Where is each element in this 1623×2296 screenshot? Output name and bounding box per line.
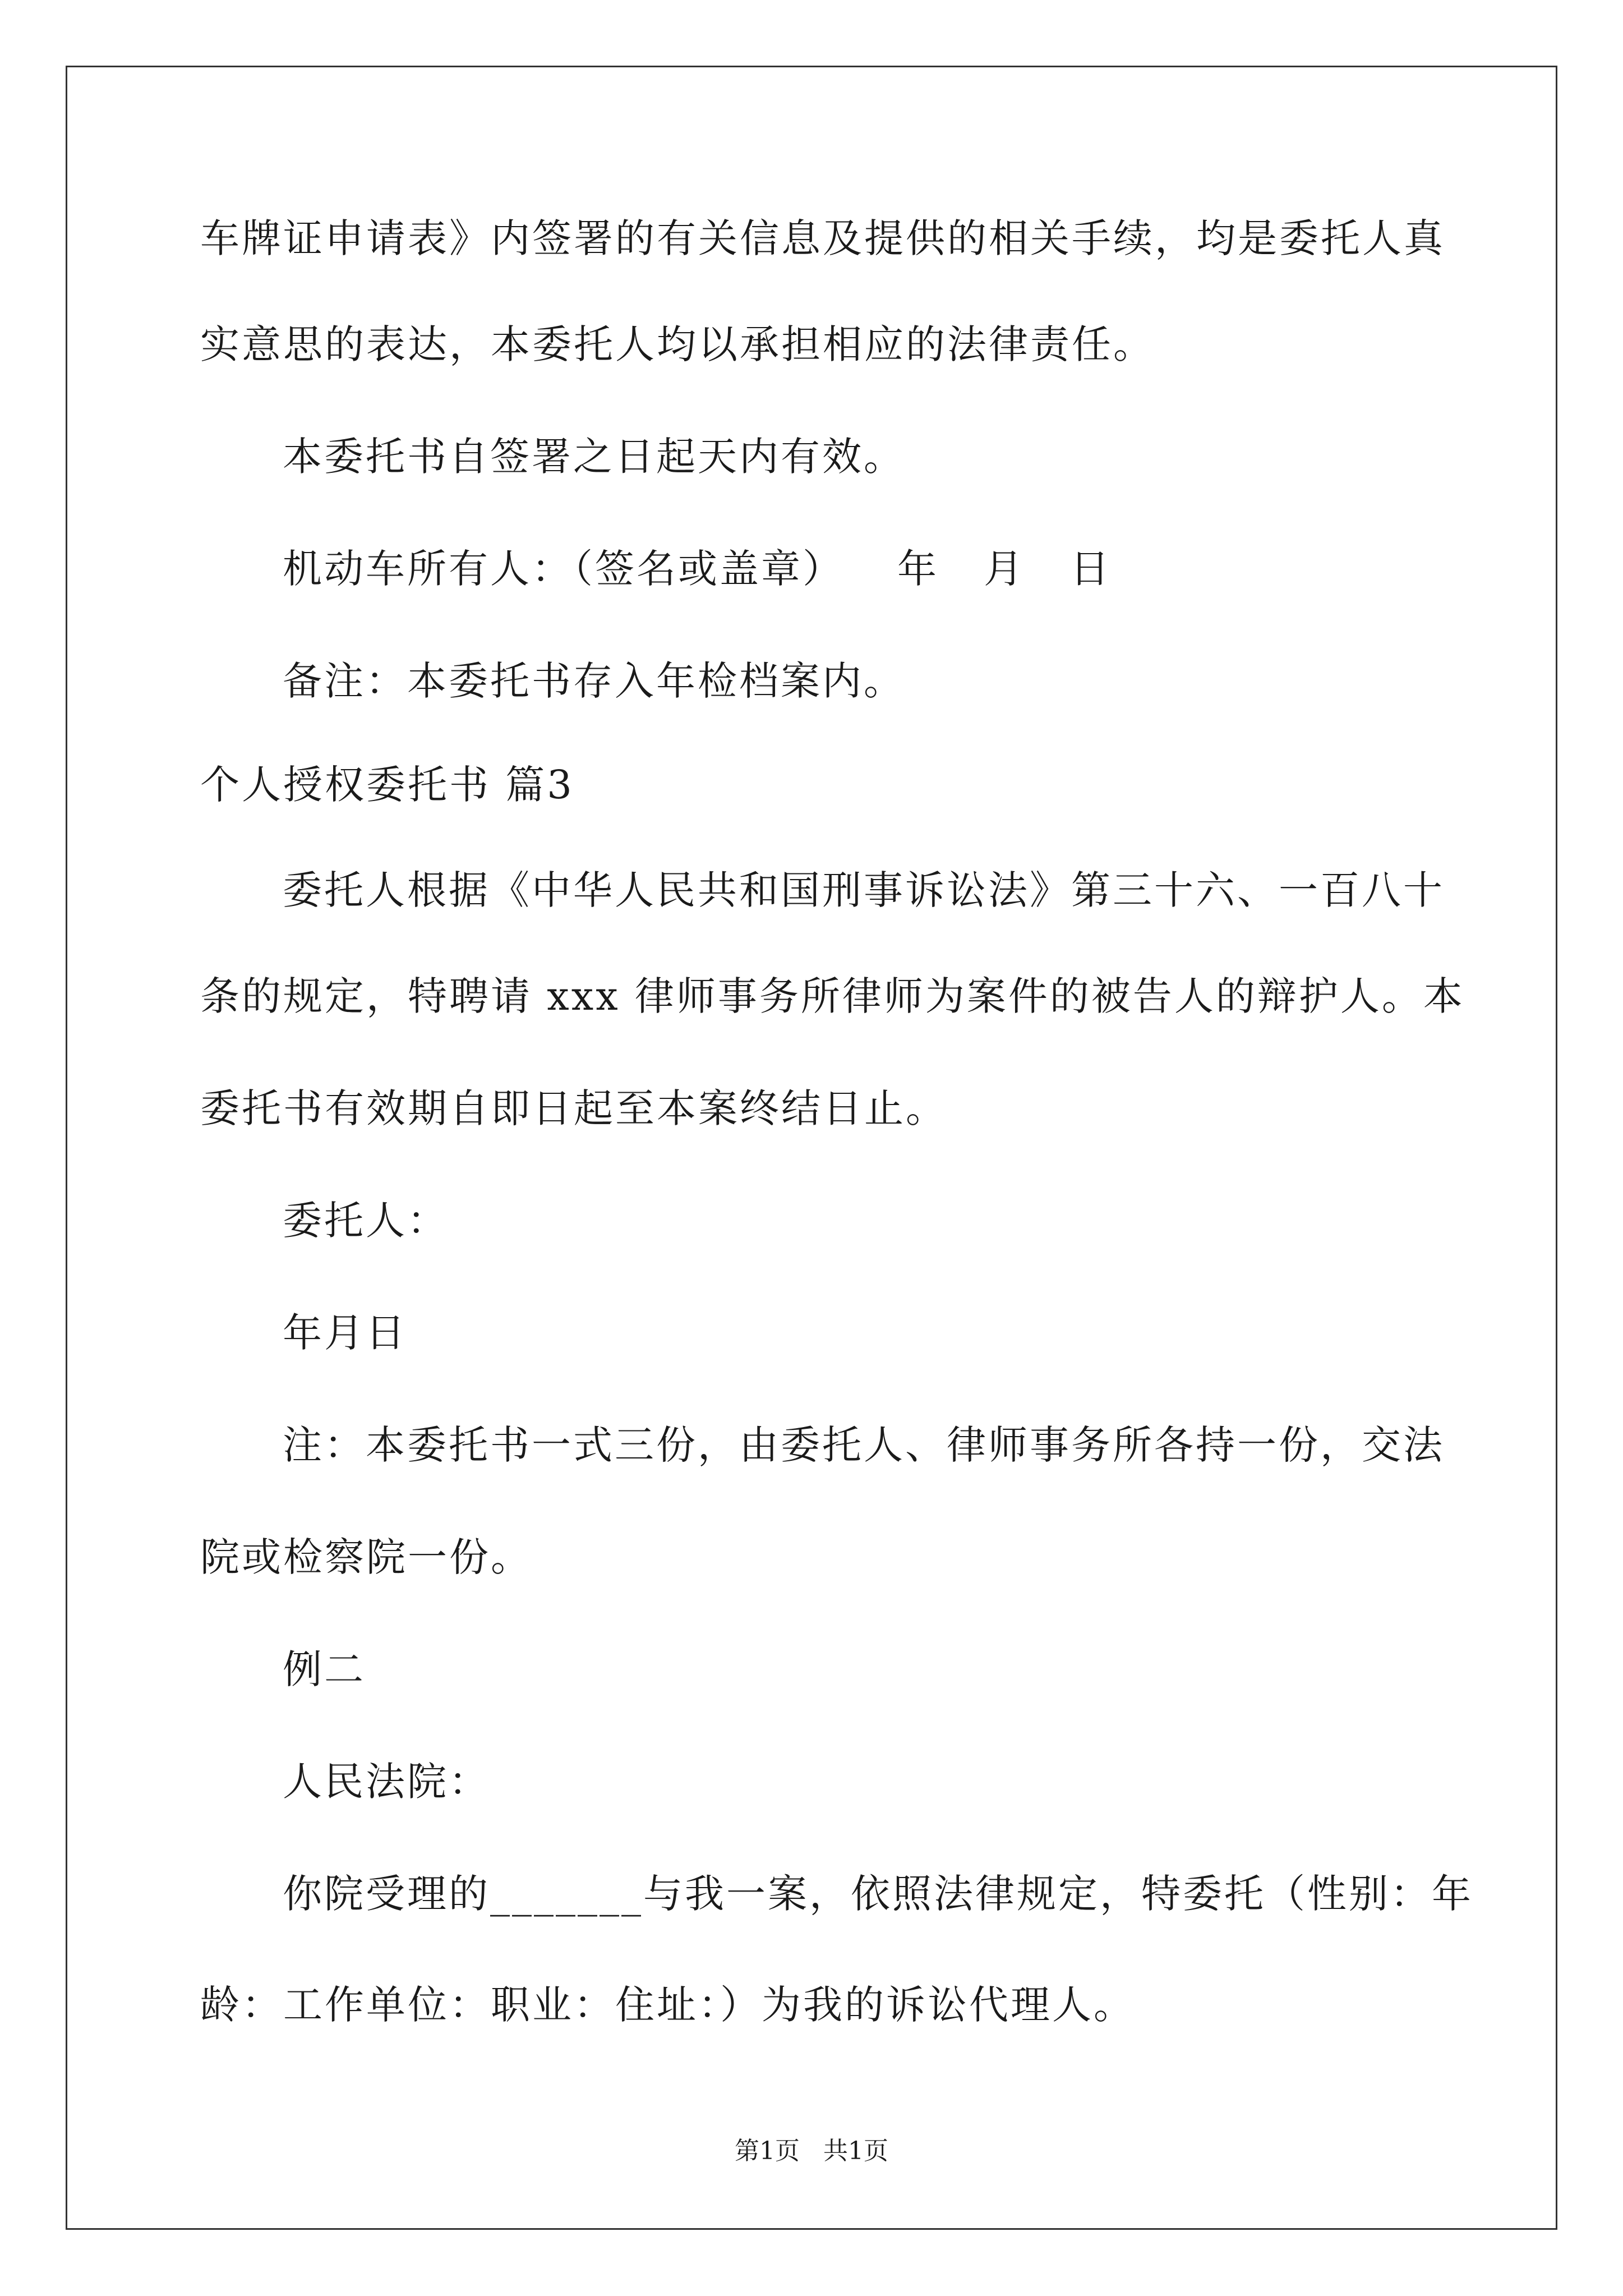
paragraph-line: 例二 bbox=[283, 1646, 366, 1692]
date-year: 年 bbox=[897, 546, 939, 592]
paragraph-line: 备注：本委托书存入年检档案内。 bbox=[283, 658, 905, 704]
date-day: 日 bbox=[1070, 546, 1112, 592]
paragraph-line: 实意思的表达，本委托人均以承担相应的法律责任。 bbox=[200, 321, 1155, 367]
paragraph-line: 注：本委托书一式三份，由委托人、律师事务所各持一份，交法 bbox=[283, 1422, 1445, 1468]
paragraph-line: 委托书有效期自即日起至本案终结日止。 bbox=[200, 1085, 947, 1131]
date-month: 月 bbox=[984, 546, 1025, 592]
paragraph-line: 年月日 bbox=[283, 1310, 407, 1356]
page-number-footer: 第1页 共1页 bbox=[735, 2137, 888, 2165]
paragraph-line: 委托人根据《中华人民共和国刑事诉讼法》第三十六、一百八十 bbox=[283, 867, 1445, 913]
paragraph-line: 车牌证申请表》内签署的有关信息及提供的相关手续，均是委托人真 bbox=[200, 215, 1445, 261]
paragraph-line: 委托人： bbox=[283, 1198, 449, 1244]
paragraph-line: 龄：工作单位：职业：住址：）为我的诉讼代理人。 bbox=[200, 1982, 1135, 2028]
paragraph-line: 本委托书自签署之日起天内有效。 bbox=[283, 434, 905, 480]
signature-line bbox=[283, 544, 1112, 594]
paragraph-line: 你院受理的_______与我一案，依照法律规定，特委托（性别：年 bbox=[283, 1871, 1473, 1917]
section-heading: 个人授权委托书 篇3 bbox=[200, 762, 574, 808]
signature-label: 机动车所有人：（签名或盖章） bbox=[283, 546, 844, 592]
paragraph-line: 条的规定，特聘请 xxx 律师事务所律师为案件的被告人的辩护人。本 bbox=[200, 973, 1465, 1019]
paragraph-line: 院或检察院一份。 bbox=[200, 1534, 532, 1580]
paragraph-line: 人民法院： bbox=[283, 1759, 490, 1805]
